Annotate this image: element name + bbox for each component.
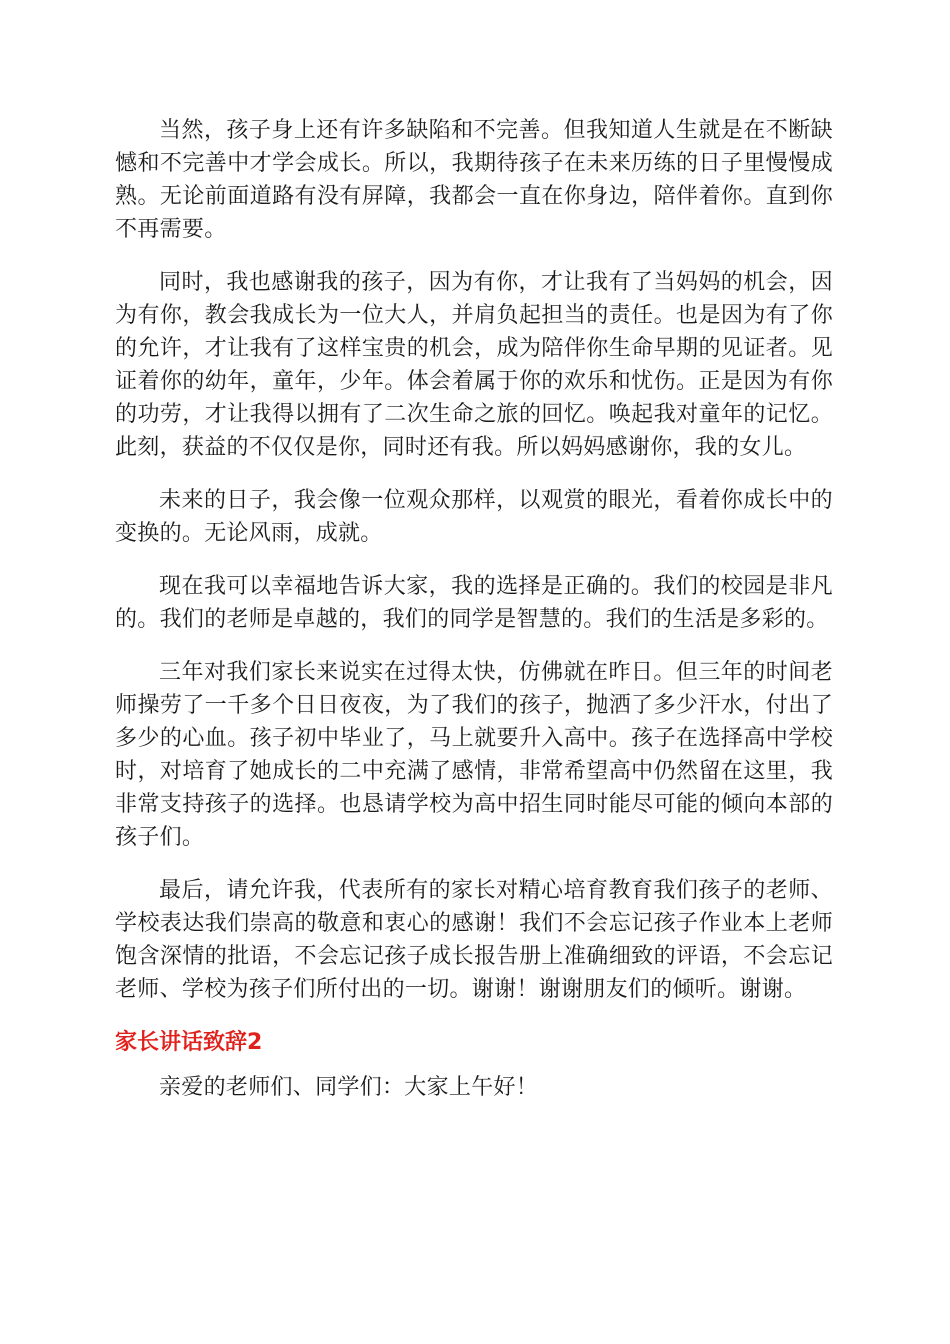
greeting-paragraph: 亲爱的老师们、同学们：大家上午好！ bbox=[159, 1075, 539, 1100]
paragraph-1: 当然，孩子身上还有许多缺陷和不完善。但我知道人生就是在不断缺憾和不完善中才学会成长。所以，我期待孩子在未来历练的日子里慢慢成熟。无论前面道路有没有屏障，我都会一直在你身边，陪伴着你。直到你不再需要。 bbox=[115, 118, 833, 242]
paragraph-5: 三年对我们家长来说实在过得太快，仿佛就在昨日。但三年的时间老师操劳了一千多个日日夜夜，为了我们的孩子，抛洒了多少汗水，付出了多少的心血。孩子初中毕业了，马上就要升入高中。孩子在选择高中学校时，对培育了她成长的二中充满了感情，非常希望高中仍然留在这里，我非常支持孩子的选择。也恳请学校为高中招生同时能尽可能的倾向本部的孩子们。 bbox=[115, 660, 833, 850]
paragraph-6: 最后，请允许我，代表所有的家长对精心培育教育我们孩子的老师、学校表达我们崇高的敬意和衷心的感谢！我们不会忘记孩子作业本上老师饱含深情的批语，不会忘记孩子成长报告册上准确细致的评语，不会忘记老师、学校为孩子们所付出的一切。谢谢！谢谢朋友们的倾听。谢谢。 bbox=[115, 878, 833, 1002]
document-body bbox=[115, 114, 833, 1124]
paragraph-4: 现在我可以幸福地告诉大家，我的选择是正确的。我们的校园是非凡的。我们的老师是卓越的，我们的同学是智慧的。我们的生活是多彩的。 bbox=[115, 574, 833, 632]
paragraph-3: 未来的日子，我会像一位观众那样，以观赏的眼光，看着你成长中的变换的。无论风雨，成就。 bbox=[115, 488, 833, 546]
paragraph-2: 同时，我也感谢我的孩子，因为有你，才让我有了当妈妈的机会，因为有你，教会我成长为一位大人，并肩负起担当的责任。也是因为有了你的允许，才让我有了这样宝贵的机会，成为陪伴你生命早期的见证者。见证着你的幼年，童年，少年。体会着属于你的欢乐和忧伤。正是因为有你的功劳，才让我得以拥有了二次生命之旅的回忆。唤起我对童年的记忆。此刻，获益的不仅仅是你，同时还有我。所以妈妈感谢你，我的女儿。 bbox=[115, 270, 833, 460]
section-heading: 家长讲话致辞2 bbox=[115, 1030, 263, 1055]
